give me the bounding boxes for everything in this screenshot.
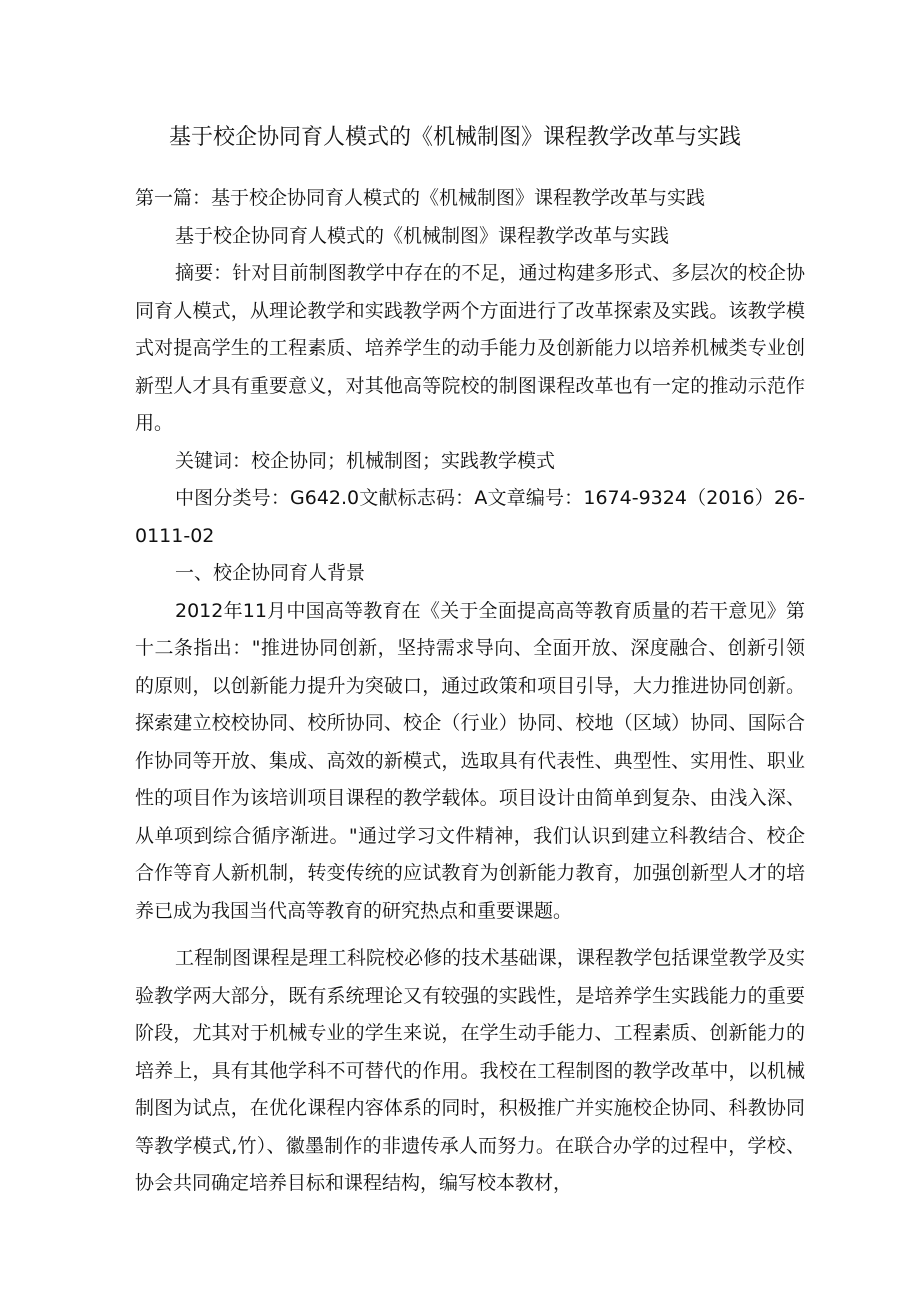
background-paragraph: 2012年11月中国高等教育在《关于全面提高高等教育质量的若干意见》第十二条指出："推进协同创新，坚持需求导向、全面开放、深度融合、创新引领的原则，以创新能力提升为突破口，通过政策和项目引导，大力推进协同创新。探索建立校校协同、校所协同、校企（行业）协同、校地（区域）协同、国际合作协同等开放、集成、高效的新模式，选取具有代表性、典型性、实用性、职业性的项目作为该培训项目课程的教学载体。项目设计由简单到复杂、由浅入深、从单项到综合循序渐进。"通过学习文件精神，我们认识到建立科教结合、校企合作等育人新机制，转变传统的应试教育为创新能力教育，加强创新型人才的培养已成为我国当代高等教育的研究热点和重要课题。 [135, 599, 805, 922]
chapter-heading: 第一篇：基于校企协同育人模式的《机械制图》课程教学改革与实践 [135, 187, 706, 209]
document-title: 基于校企协同育人模式的《机械制图》课程教学改革与实践 [168, 125, 741, 150]
article-title-paragraph: 基于校企协同育人模式的《机械制图》课程教学改革与实践 [175, 224, 670, 247]
keywords-paragraph: 关键词：校企协同；机械制图；实践教学模式 [175, 449, 556, 472]
classification-paragraph: 中图分类号：G642.0文献标志码：A文章编号：1674-9324（2016）26-0111-02 [135, 487, 805, 547]
section-heading: 一、校企协同育人背景 [175, 562, 366, 584]
abstract-paragraph: 摘要：针对目前制图教学中存在的不足，通过构建多形式、多层次的校企协同育人模式，从理论教学和实践教学两个方面进行了改革探索及实践。该教学模式对提高学生的工程素质、培养学生的动手能力及创新能力以培养机械类专业创新型人才具有重要意义，对其他高等院校的制图课程改革也有一定的推动示范作用。 [135, 262, 805, 434]
course-paragraph: 工程制图课程是理工科院校必修的技术基础课，课程教学包括课堂教学及实验教学两大部分，既有系统理论又有较强的实践性，是培养学生实践能力的重要阶段，尤其对于机械专业的学生来说，在学生动手能力、工程素质、创新能力的培养上，具有其他学科不可替代的作用。我校在工程制图的教学改革中，以机械制图为试点，在优化课程内容体系的同时，积极推广并实施校企协同、科教协同等教学模式,竹）、徽墨制作的非遗传承人而努力。在联合办学的过程中，学校、协会共同确定培养目标和课程结构，编写校本教材， [135, 947, 805, 1194]
document-body [135, 180, 805, 1203]
